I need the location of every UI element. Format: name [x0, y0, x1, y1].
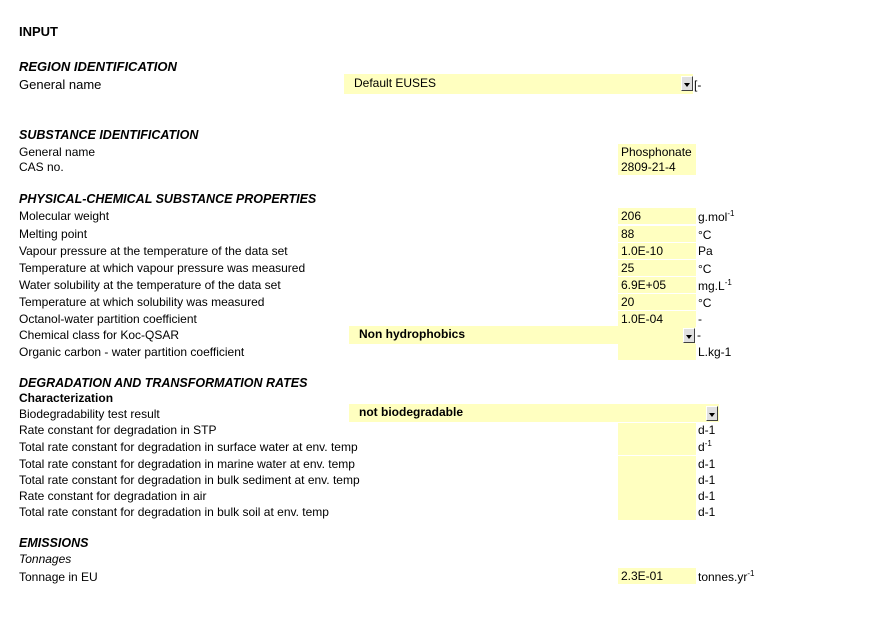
air-rate-value[interactable]	[618, 488, 696, 504]
water-solubility-value[interactable]: 6.9E+05	[618, 277, 696, 293]
stp-rate-value[interactable]	[618, 423, 696, 439]
koc-class-unit: -	[697, 328, 701, 342]
physchem-heading: PHYSICAL-CHEMICAL SUBSTANCE PROPERTIES	[19, 192, 317, 206]
kow-label: Octanol-water partition coefficient	[19, 312, 197, 326]
tonnages-subheading: Tonnages	[19, 552, 72, 566]
solubility-temperature-label: Temperature at which solubility was measured	[19, 295, 265, 309]
melting-point-value[interactable]: 88	[618, 226, 696, 242]
surface-water-rate-unit: $d^{-1}$	[698, 439, 712, 454]
tonnage-eu-label: Tonnage in EU	[19, 570, 98, 584]
cas-value[interactable]: 2809-21-4	[618, 159, 696, 175]
organic-carbon-unit: L.kg-1	[698, 345, 732, 359]
vapour-pressure-label: Vapour pressure at the temperature of the data set	[19, 244, 288, 258]
surface-water-rate-value[interactable]	[618, 439, 696, 455]
biodegradability-dropdown[interactable]	[349, 404, 719, 422]
bulk-soil-rate-unit: d-1	[698, 505, 716, 519]
substance-heading: SUBSTANCE IDENTIFICATION	[19, 128, 199, 142]
region-heading: REGION IDENTIFICATION	[19, 59, 177, 74]
molecular-weight-label: Molecular weight	[19, 209, 110, 223]
vp-temperature-label: Temperature at which vapour pressure was measured	[19, 261, 306, 275]
molecular-weight-unit: g.mol$^{-1}$	[698, 209, 735, 224]
biodegradability-dropdown-button[interactable]	[706, 406, 718, 421]
cas-label: CAS no.	[19, 160, 64, 174]
solubility-temperature-unit: °C	[698, 296, 712, 310]
vp-temperature-value[interactable]: 25	[618, 260, 696, 276]
surface-water-rate-label: Total rate constant for degradation in surface water at env. temp	[19, 440, 358, 454]
koc-class-dropdown-value: Non hydrophobics	[359, 327, 465, 341]
marine-water-rate-unit: d-1	[698, 457, 716, 471]
koc-class-dropdown[interactable]	[349, 326, 695, 344]
koc-class-dropdown-button[interactable]	[683, 328, 695, 343]
tonnage-eu-unit: $tonnes.yr^{-1}$	[698, 569, 755, 584]
air-rate-label: Rate constant for degradation in air	[19, 489, 207, 503]
kow-unit: -	[698, 312, 702, 326]
melting-point-label: Melting point	[19, 227, 88, 241]
page-title: INPUT	[19, 24, 58, 39]
stp-rate-unit: d-1	[698, 423, 716, 437]
region-dropdown[interactable]	[344, 74, 693, 94]
bulk-sediment-rate-value[interactable]	[618, 472, 696, 488]
organic-carbon-label: Organic carbon - water partition coefficient	[19, 345, 245, 359]
melting-point-unit: °C	[698, 228, 712, 242]
organic-carbon-value[interactable]	[618, 344, 696, 360]
region-name-label: General name	[19, 77, 102, 92]
solubility-temperature-value[interactable]: 20	[618, 294, 696, 310]
bulk-soil-rate-value[interactable]	[618, 504, 696, 520]
water-solubility-unit: $mg.L^{-1}$	[698, 278, 732, 293]
region-dropdown-button[interactable]	[681, 76, 693, 91]
vp-temperature-unit: °C	[698, 262, 712, 276]
vapour-pressure-value[interactable]: 1.0E-10	[618, 243, 696, 259]
bulk-sediment-rate-label: Total rate constant for degradation in bulk sediment at env. temp	[19, 473, 360, 487]
biodegradability-dropdown-value: not biodegradable	[359, 405, 464, 419]
marine-water-rate-value[interactable]	[618, 456, 696, 472]
stp-rate-label: Rate constant for degradation in STP	[19, 423, 217, 437]
region-unit: [-	[694, 78, 702, 92]
molecular-weight-value[interactable]: 206	[618, 208, 696, 224]
marine-water-rate-label: Total rate constant for degradation in marine water at env. temp	[19, 457, 355, 471]
substance-name-label: General name	[19, 145, 96, 159]
emissions-heading: EMISSIONS	[19, 536, 89, 550]
water-solubility-label: Water solubility at the temperature of the data set	[19, 278, 281, 292]
bulk-sediment-rate-unit: d-1	[698, 473, 716, 487]
region-dropdown-value: Default EUSES	[354, 76, 437, 90]
degradation-heading: DEGRADATION AND TRANSFORMATION RATES	[19, 376, 308, 390]
kow-value[interactable]: 1.0E-04	[618, 311, 696, 327]
bulk-soil-rate-label: Total rate constant for degradation in bulk soil at env. temp	[19, 505, 329, 519]
biodegradability-label: Biodegradability test result	[19, 407, 160, 421]
koc-class-label: Chemical class for Koc-QSAR	[19, 328, 180, 342]
tonnage-eu-value[interactable]: 2.3E-01	[618, 568, 696, 584]
vapour-pressure-unit: Pa	[698, 244, 713, 258]
substance-name-value[interactable]: Phosphonate	[618, 144, 696, 160]
characterization-subheading: Characterization	[19, 391, 114, 405]
air-rate-unit: d-1	[698, 489, 716, 503]
